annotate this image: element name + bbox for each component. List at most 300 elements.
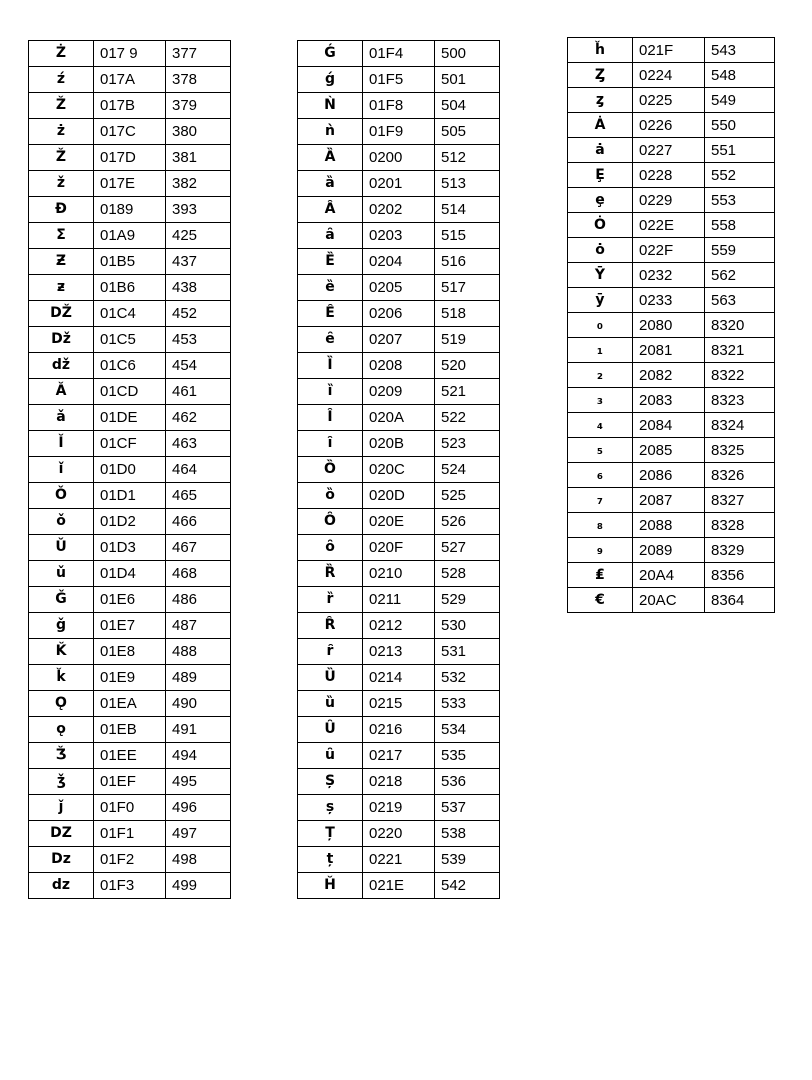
decimal-code-cell: 538	[435, 821, 500, 847]
char-glyph-cell: ₀	[568, 313, 633, 338]
hex-code-cell: 017E	[94, 171, 166, 197]
table-row	[29, 587, 231, 613]
hex-code-cell: 021F	[633, 38, 705, 63]
char-glyph-cell: ǧ	[29, 613, 94, 639]
hex-code-cell: 01A9	[94, 223, 166, 249]
hex-code-cell: 01C6	[94, 353, 166, 379]
decimal-code-cell: 8324	[705, 413, 775, 438]
char-glyph-cell: Ȅ	[298, 249, 363, 275]
table-row	[29, 483, 231, 509]
char-glyph-cell: ₤	[568, 563, 633, 588]
decimal-code-cell: 463	[166, 431, 231, 457]
decimal-code-cell: 504	[435, 93, 500, 119]
hex-code-cell: 2088	[633, 513, 705, 538]
decimal-code-cell: 497	[166, 821, 231, 847]
hex-code-cell: 20A4	[633, 563, 705, 588]
table-row	[298, 873, 500, 899]
char-table-body	[29, 41, 231, 899]
table-row	[298, 691, 500, 717]
decimal-code-cell: 490	[166, 691, 231, 717]
hex-code-cell: 01F5	[363, 67, 435, 93]
hex-code-cell: 0225	[633, 88, 705, 113]
char-glyph-cell: Ǎ	[29, 379, 94, 405]
table-row	[568, 263, 775, 288]
decimal-code-cell: 377	[166, 41, 231, 67]
hex-code-cell: 01E7	[94, 613, 166, 639]
decimal-code-cell: 548	[705, 63, 775, 88]
decimal-code-cell: 515	[435, 223, 500, 249]
hex-code-cell: 01C4	[94, 301, 166, 327]
char-glyph-cell: Ȕ	[298, 665, 363, 691]
char-glyph-cell: Dž	[29, 327, 94, 353]
hex-code-cell: 20AC	[633, 588, 705, 613]
hex-code-cell: 01D4	[94, 561, 166, 587]
decimal-code-cell: 496	[166, 795, 231, 821]
hex-code-cell: 0213	[363, 639, 435, 665]
decimal-code-cell: 487	[166, 613, 231, 639]
table-row	[298, 769, 500, 795]
char-table-2	[297, 40, 500, 899]
table-row	[568, 138, 775, 163]
char-table-body	[568, 38, 775, 613]
table-row	[29, 639, 231, 665]
char-glyph-cell: Ǫ	[29, 691, 94, 717]
decimal-code-cell: 525	[435, 483, 500, 509]
char-glyph-cell: Ȟ	[298, 873, 363, 899]
char-glyph-cell: ȥ	[568, 88, 633, 113]
decimal-code-cell: 499	[166, 873, 231, 899]
decimal-code-cell: 516	[435, 249, 500, 275]
table-row	[29, 223, 231, 249]
char-glyph-cell: ₇	[568, 488, 633, 513]
hex-code-cell: 021E	[363, 873, 435, 899]
hex-code-cell: 01CF	[94, 431, 166, 457]
hex-code-cell: 0206	[363, 301, 435, 327]
char-glyph-cell: Ț	[298, 821, 363, 847]
decimal-code-cell: 552	[705, 163, 775, 188]
table-row	[29, 93, 231, 119]
decimal-code-cell: 505	[435, 119, 500, 145]
decimal-code-cell: 464	[166, 457, 231, 483]
table-row	[29, 249, 231, 275]
decimal-code-cell: 468	[166, 561, 231, 587]
table-row	[568, 213, 775, 238]
decimal-code-cell: 486	[166, 587, 231, 613]
hex-code-cell: 0228	[633, 163, 705, 188]
char-glyph-cell: ȟ	[568, 38, 633, 63]
char-glyph-cell: Ȯ	[568, 213, 633, 238]
hex-code-cell: 01CD	[94, 379, 166, 405]
table-row	[298, 379, 500, 405]
decimal-code-cell: 465	[166, 483, 231, 509]
hex-code-cell: 022E	[633, 213, 705, 238]
hex-code-cell: 017B	[94, 93, 166, 119]
table-row	[29, 561, 231, 587]
table-row	[568, 588, 775, 613]
char-glyph-cell: ȓ	[298, 639, 363, 665]
hex-code-cell: 0233	[633, 288, 705, 313]
hex-code-cell: 2083	[633, 388, 705, 413]
char-glyph-cell: Ǹ	[298, 93, 363, 119]
table-row	[29, 717, 231, 743]
decimal-code-cell: 536	[435, 769, 500, 795]
decimal-code-cell: 535	[435, 743, 500, 769]
char-glyph-cell: ǎ	[29, 405, 94, 431]
char-glyph-cell: ș	[298, 795, 363, 821]
table-row	[298, 197, 500, 223]
decimal-code-cell: 8327	[705, 488, 775, 513]
char-table-3	[567, 37, 775, 613]
decimal-code-cell: 522	[435, 405, 500, 431]
decimal-code-cell: 530	[435, 613, 500, 639]
hex-code-cell: 020B	[363, 431, 435, 457]
decimal-code-cell: 532	[435, 665, 500, 691]
decimal-code-cell: 381	[166, 145, 231, 171]
table-row	[568, 188, 775, 213]
table-row	[568, 388, 775, 413]
table-row	[29, 769, 231, 795]
hex-code-cell: 0217	[363, 743, 435, 769]
char-glyph-cell: ǒ	[29, 509, 94, 535]
decimal-code-cell: 453	[166, 327, 231, 353]
table-row	[29, 457, 231, 483]
hex-code-cell: 01D1	[94, 483, 166, 509]
decimal-code-cell: 558	[705, 213, 775, 238]
hex-code-cell: 01E8	[94, 639, 166, 665]
hex-code-cell: 0214	[363, 665, 435, 691]
char-glyph-cell: ₄	[568, 413, 633, 438]
hex-code-cell: 01C5	[94, 327, 166, 353]
table-row	[568, 338, 775, 363]
decimal-code-cell: 379	[166, 93, 231, 119]
table-row	[298, 743, 500, 769]
table-row	[298, 535, 500, 561]
char-glyph-cell: Ǧ	[29, 587, 94, 613]
hex-code-cell: 0189	[94, 197, 166, 223]
table-row	[568, 438, 775, 463]
char-glyph-cell: Ȩ	[568, 163, 633, 188]
hex-code-cell: 0224	[633, 63, 705, 88]
table-row	[298, 353, 500, 379]
table-row	[29, 847, 231, 873]
char-glyph-cell: ǯ	[29, 769, 94, 795]
hex-code-cell: 2085	[633, 438, 705, 463]
table-row	[568, 88, 775, 113]
hex-code-cell: 2089	[633, 538, 705, 563]
table-row	[568, 563, 775, 588]
table-row	[568, 413, 775, 438]
decimal-code-cell: 500	[435, 41, 500, 67]
decimal-code-cell: 491	[166, 717, 231, 743]
char-glyph-cell: Ȏ	[298, 509, 363, 535]
hex-code-cell: 2081	[633, 338, 705, 363]
char-glyph-cell: Ȳ	[568, 263, 633, 288]
decimal-code-cell: 531	[435, 639, 500, 665]
decimal-code-cell: 537	[435, 795, 500, 821]
decimal-code-cell: 514	[435, 197, 500, 223]
table-row	[568, 313, 775, 338]
decimal-code-cell: 534	[435, 717, 500, 743]
hex-code-cell: 017C	[94, 119, 166, 145]
hex-code-cell: 01F9	[363, 119, 435, 145]
decimal-code-cell: 551	[705, 138, 775, 163]
char-glyph-cell: Σ	[29, 223, 94, 249]
table-row	[298, 145, 500, 171]
char-glyph-cell: ȯ	[568, 238, 633, 263]
hex-code-cell: 2087	[633, 488, 705, 513]
table-row	[298, 275, 500, 301]
decimal-code-cell: 382	[166, 171, 231, 197]
table-row	[298, 93, 500, 119]
char-glyph-cell: Ž	[29, 93, 94, 119]
hex-code-cell: 01EB	[94, 717, 166, 743]
decimal-code-cell: 512	[435, 145, 500, 171]
table-row	[298, 431, 500, 457]
hex-code-cell: 022F	[633, 238, 705, 263]
char-glyph-cell: €	[568, 588, 633, 613]
decimal-code-cell: 425	[166, 223, 231, 249]
table-row	[298, 171, 500, 197]
table-row	[298, 119, 500, 145]
char-glyph-cell: Dz	[29, 847, 94, 873]
hex-code-cell: 2082	[633, 363, 705, 388]
hex-code-cell: 017A	[94, 67, 166, 93]
table-row	[29, 197, 231, 223]
decimal-code-cell: 523	[435, 431, 500, 457]
char-glyph-cell: Ȑ	[298, 561, 363, 587]
char-glyph-cell: ż	[29, 119, 94, 145]
table-row	[29, 613, 231, 639]
table-row	[298, 249, 500, 275]
char-glyph-cell: ȗ	[298, 743, 363, 769]
decimal-code-cell: 437	[166, 249, 231, 275]
char-glyph-cell: ȅ	[298, 275, 363, 301]
decimal-code-cell: 524	[435, 457, 500, 483]
hex-code-cell: 0207	[363, 327, 435, 353]
decimal-code-cell: 393	[166, 197, 231, 223]
char-glyph-cell: ƶ	[29, 275, 94, 301]
table-row	[298, 327, 500, 353]
decimal-code-cell: 562	[705, 263, 775, 288]
table-row	[568, 463, 775, 488]
decimal-code-cell: 533	[435, 691, 500, 717]
decimal-code-cell: 542	[435, 873, 500, 899]
hex-code-cell: 2084	[633, 413, 705, 438]
hex-code-cell: 0232	[633, 263, 705, 288]
hex-code-cell: 01EF	[94, 769, 166, 795]
hex-code-cell: 0210	[363, 561, 435, 587]
table-row	[29, 665, 231, 691]
decimal-code-cell: 438	[166, 275, 231, 301]
char-glyph-cell: ₁	[568, 338, 633, 363]
char-glyph-cell: ǐ	[29, 457, 94, 483]
decimal-code-cell: 553	[705, 188, 775, 213]
hex-code-cell: 0216	[363, 717, 435, 743]
decimal-code-cell: 563	[705, 288, 775, 313]
table-row	[298, 41, 500, 67]
hex-code-cell: 020C	[363, 457, 435, 483]
char-glyph-cell: ȍ	[298, 483, 363, 509]
decimal-code-cell: 466	[166, 509, 231, 535]
table-row	[298, 847, 500, 873]
char-glyph-cell: ž	[29, 171, 94, 197]
table-row	[298, 795, 500, 821]
table-row	[29, 405, 231, 431]
table-row	[298, 405, 500, 431]
char-glyph-cell: ȕ	[298, 691, 363, 717]
char-glyph-cell: dž	[29, 353, 94, 379]
char-glyph-cell: Ȍ	[298, 457, 363, 483]
char-glyph-cell: Ǩ	[29, 639, 94, 665]
table-row	[568, 38, 775, 63]
table-row	[29, 275, 231, 301]
hex-code-cell: 01F3	[94, 873, 166, 899]
decimal-code-cell: 8364	[705, 588, 775, 613]
table-row	[298, 457, 500, 483]
hex-code-cell: 01DE	[94, 405, 166, 431]
hex-code-cell: 01E6	[94, 587, 166, 613]
hex-code-cell: 01F8	[363, 93, 435, 119]
table-row	[568, 163, 775, 188]
char-glyph-cell: ǹ	[298, 119, 363, 145]
table-row	[29, 171, 231, 197]
hex-code-cell: 020E	[363, 509, 435, 535]
char-glyph-cell: Ǔ	[29, 535, 94, 561]
table-row	[568, 538, 775, 563]
hex-code-cell: 0229	[633, 188, 705, 213]
decimal-code-cell: 489	[166, 665, 231, 691]
decimal-code-cell: 513	[435, 171, 500, 197]
decimal-code-cell: 8325	[705, 438, 775, 463]
table-row	[29, 743, 231, 769]
char-glyph-cell: ₂	[568, 363, 633, 388]
table-row	[29, 691, 231, 717]
table-row	[29, 301, 231, 327]
hex-code-cell: 01D3	[94, 535, 166, 561]
char-glyph-cell: Ȋ	[298, 405, 363, 431]
decimal-code-cell: 518	[435, 301, 500, 327]
table-row	[29, 327, 231, 353]
decimal-code-cell: 528	[435, 561, 500, 587]
hex-code-cell: 0209	[363, 379, 435, 405]
table-row	[29, 873, 231, 899]
table-row	[29, 821, 231, 847]
hex-code-cell: 0218	[363, 769, 435, 795]
char-glyph-cell: ȑ	[298, 587, 363, 613]
char-glyph-cell: ₈	[568, 513, 633, 538]
hex-code-cell: 0201	[363, 171, 435, 197]
hex-code-cell: 0226	[633, 113, 705, 138]
char-table-1	[28, 40, 231, 899]
char-glyph-cell: DZ	[29, 821, 94, 847]
hex-code-cell: 01F2	[94, 847, 166, 873]
table-row	[29, 145, 231, 171]
char-glyph-cell: ǔ	[29, 561, 94, 587]
decimal-code-cell: 8329	[705, 538, 775, 563]
table-row	[29, 67, 231, 93]
char-glyph-cell: ₉	[568, 538, 633, 563]
char-glyph-cell: Ș	[298, 769, 363, 795]
char-glyph-cell: Ȧ	[568, 113, 633, 138]
hex-code-cell: 0221	[363, 847, 435, 873]
decimal-code-cell: 543	[705, 38, 775, 63]
char-glyph-cell: Ǯ	[29, 743, 94, 769]
char-glyph-cell: ǩ	[29, 665, 94, 691]
hex-code-cell: 01EE	[94, 743, 166, 769]
table-row	[568, 113, 775, 138]
hex-code-cell: 01EA	[94, 691, 166, 717]
hex-code-cell: 0202	[363, 197, 435, 223]
hex-code-cell: 020F	[363, 535, 435, 561]
table-row	[298, 821, 500, 847]
table-row	[568, 488, 775, 513]
decimal-code-cell: 488	[166, 639, 231, 665]
char-glyph-cell: Ǐ	[29, 431, 94, 457]
decimal-code-cell: 519	[435, 327, 500, 353]
char-glyph-cell: Ȓ	[298, 613, 363, 639]
table-row	[298, 67, 500, 93]
table-row	[568, 288, 775, 313]
hex-code-cell: 01D0	[94, 457, 166, 483]
char-glyph-cell: ț	[298, 847, 363, 873]
char-glyph-cell: Ȇ	[298, 301, 363, 327]
char-glyph-cell: Ȉ	[298, 353, 363, 379]
hex-code-cell: 0220	[363, 821, 435, 847]
decimal-code-cell: 517	[435, 275, 500, 301]
hex-code-cell: 020D	[363, 483, 435, 509]
decimal-code-cell: 8326	[705, 463, 775, 488]
char-glyph-cell: ȃ	[298, 223, 363, 249]
decimal-code-cell: 495	[166, 769, 231, 795]
char-glyph-cell: Ȥ	[568, 63, 633, 88]
table-row	[568, 63, 775, 88]
char-glyph-cell: Ǵ	[298, 41, 363, 67]
hex-code-cell: 0227	[633, 138, 705, 163]
hex-code-cell: 0208	[363, 353, 435, 379]
decimal-code-cell: 378	[166, 67, 231, 93]
decimal-code-cell: 498	[166, 847, 231, 873]
table-row	[29, 431, 231, 457]
table-row	[298, 639, 500, 665]
char-glyph-cell: Ȗ	[298, 717, 363, 743]
decimal-code-cell: 461	[166, 379, 231, 405]
decimal-code-cell: 8323	[705, 388, 775, 413]
char-glyph-cell: ȩ	[568, 188, 633, 213]
char-glyph-cell: ǰ	[29, 795, 94, 821]
table-row	[29, 509, 231, 535]
decimal-code-cell: 501	[435, 67, 500, 93]
decimal-code-cell: 380	[166, 119, 231, 145]
decimal-code-cell: 550	[705, 113, 775, 138]
table-row	[29, 41, 231, 67]
char-glyph-cell: ȇ	[298, 327, 363, 353]
table-row	[29, 119, 231, 145]
table-row	[298, 613, 500, 639]
char-glyph-cell: Ž	[29, 145, 94, 171]
char-glyph-cell: ₅	[568, 438, 633, 463]
decimal-code-cell: 8328	[705, 513, 775, 538]
char-glyph-cell: Ȁ	[298, 145, 363, 171]
char-glyph-cell: ȳ	[568, 288, 633, 313]
hex-code-cell: 0205	[363, 275, 435, 301]
char-glyph-cell: Ƶ	[29, 249, 94, 275]
char-table-body	[298, 41, 500, 899]
char-glyph-cell: ȁ	[298, 171, 363, 197]
decimal-code-cell: 467	[166, 535, 231, 561]
table-row	[568, 363, 775, 388]
decimal-code-cell: 520	[435, 353, 500, 379]
table-row	[298, 509, 500, 535]
